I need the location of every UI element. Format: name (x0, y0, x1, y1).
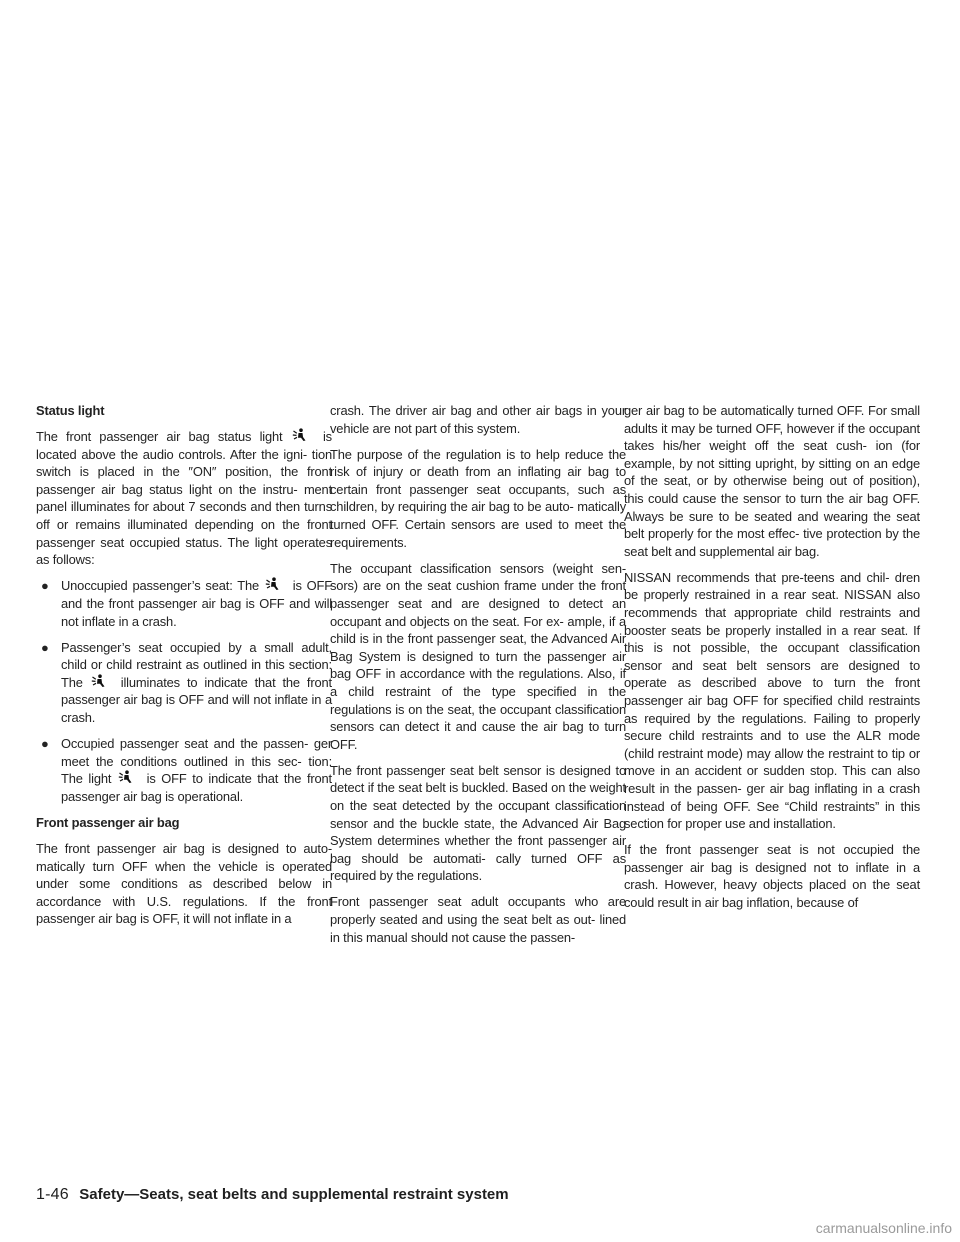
section-title: Safety—Seats, seat belts and supplemental restraint system (79, 1186, 509, 1203)
watermark: carmanualsonline.info (815, 1220, 952, 1236)
airbag-status-icon (91, 674, 107, 688)
paragraph: The front passenger air bag is designed to auto- matically turn OFF when the vehicle is operated under some conditions as described below in accordance with U.S. regulations. If the front passenger air bag is OFF, it will not inflate in a (36, 841, 332, 927)
bullet-icon: ● (41, 578, 49, 594)
paragraph-status-light: The front passenger air bag status light is located above the audio controls. After the igni- tion switch is placed in the ″ON″ position, the front passenger air bag status light on the instru- ment panel illuminates for about 7 seconds and then turns off or remains illuminated depending on the front passenger seat occupied status. The light operates as follows: (36, 429, 332, 568)
paragraph: Front passenger seat adult occupants who are properly seated and using the seat belt as out- lined in this manual should not cause the passen- (330, 894, 626, 945)
bullet-icon: ● (41, 639, 49, 655)
airbag-status-icon (292, 428, 308, 442)
column-3 (624, 402, 920, 920)
paragraph: If the front passenger seat is not occupied the passenger air bag is designed not to inflate in a crash. However, heavy objects placed on the seat could result in air bag inflation, because of (624, 842, 920, 911)
bullet-icon: ● (41, 736, 49, 752)
column-1 (36, 402, 332, 937)
paragraph: The occupant classification sensors (weight sen- sors) are on the seat cushion frame under the front passenger seat and are designed to detect an occupant and objects on the seat. For ex- ample, if a child is in the front passenger seat, the Advanced Air Bag System is designed to turn the passenger air bag OFF in accordance with the regulations. Also, if a child restraint of the type specified in the regulations is on the seat, the occupant classification sensors can detect it and cause the air bag to turn OFF. (330, 560, 626, 752)
heading-front-passenger-air-bag: Front passenger air bag (36, 814, 180, 830)
paragraph: crash. The driver air bag and other air bags in your vehicle are not part of this system. (330, 403, 626, 436)
page-footer (36, 1186, 509, 1208)
column-2 (330, 402, 626, 955)
page-number: 1-46 (36, 1186, 69, 1203)
airbag-status-icon (118, 770, 134, 784)
paragraph: The purpose of the regulation is to help reduce the risk of injury or death from an inflating air bag to certain front passenger seat occupants, such as children, by requiring the air bag to be auto- matically turned OFF. Certain sensors are used to meet the requirements. (330, 446, 626, 550)
list-item: ● Unoccupied passenger’s seat: The is OFF and the front passenger air bag is OFF and will not inflate in a crash. (41, 578, 332, 629)
paragraph: NISSAN recommends that pre-teens and chil- dren be properly restrained in a rear seat. NISSAN also recommends that appropriate child restraints and booster seats be properly installed in a rear seat. If this is not possible, the occupant classification sensor and seat belt sensors are designed to operate as described above to turn the front passenger air bag OFF for specified child restraints as required by the regulations. Failing to properly secure child restraints and to use the ALR mode (child restraint mode) may allow the restraint to tip or move in an accident or sudden stop. This can also result in the passen- ger air bag inflating in a crash instead of being OFF. See “Child restraints” in this section for proper use and installation. (624, 569, 920, 832)
list-item: ● Occupied passenger seat and the passen- ger meet the conditions outlined in this sec- tion: The light is OFF to indicate that the front passenger air bag is operational. (41, 736, 332, 804)
list-item: ● Passenger’s seat occupied by a small adult, child or child restraint as outlined in this section: The illuminates to indicate that the front passenger air bag is OFF and will not inflate in a crash. (41, 639, 332, 725)
heading-status-light: Status light (36, 403, 105, 418)
paragraph: ger air bag to be automatically turned OFF. For small adults it may be turned OFF, however if the occupant takes his/her weight off the seat cush- ion (for example, by not sitting upright, by sitting on an edge of the seat, or by otherwise being out of position), this could cause the sensor to turn the air bag OFF. Always be sure to be seated and wearing the seat belt properly for the most effec- tive protection by the seat belt and supplemental air bag. (624, 403, 920, 559)
airbag-status-icon (265, 577, 281, 591)
paragraph: The front passenger seat belt sensor is designed to detect if the seat belt is buckled. Based on the weight on the seat detected by the occupant classification sensor and the buckle state, the Advanced Air Bag System determines whether the front passenger air bag should be automati- cally turned OFF as required by the regulations. (330, 762, 626, 884)
